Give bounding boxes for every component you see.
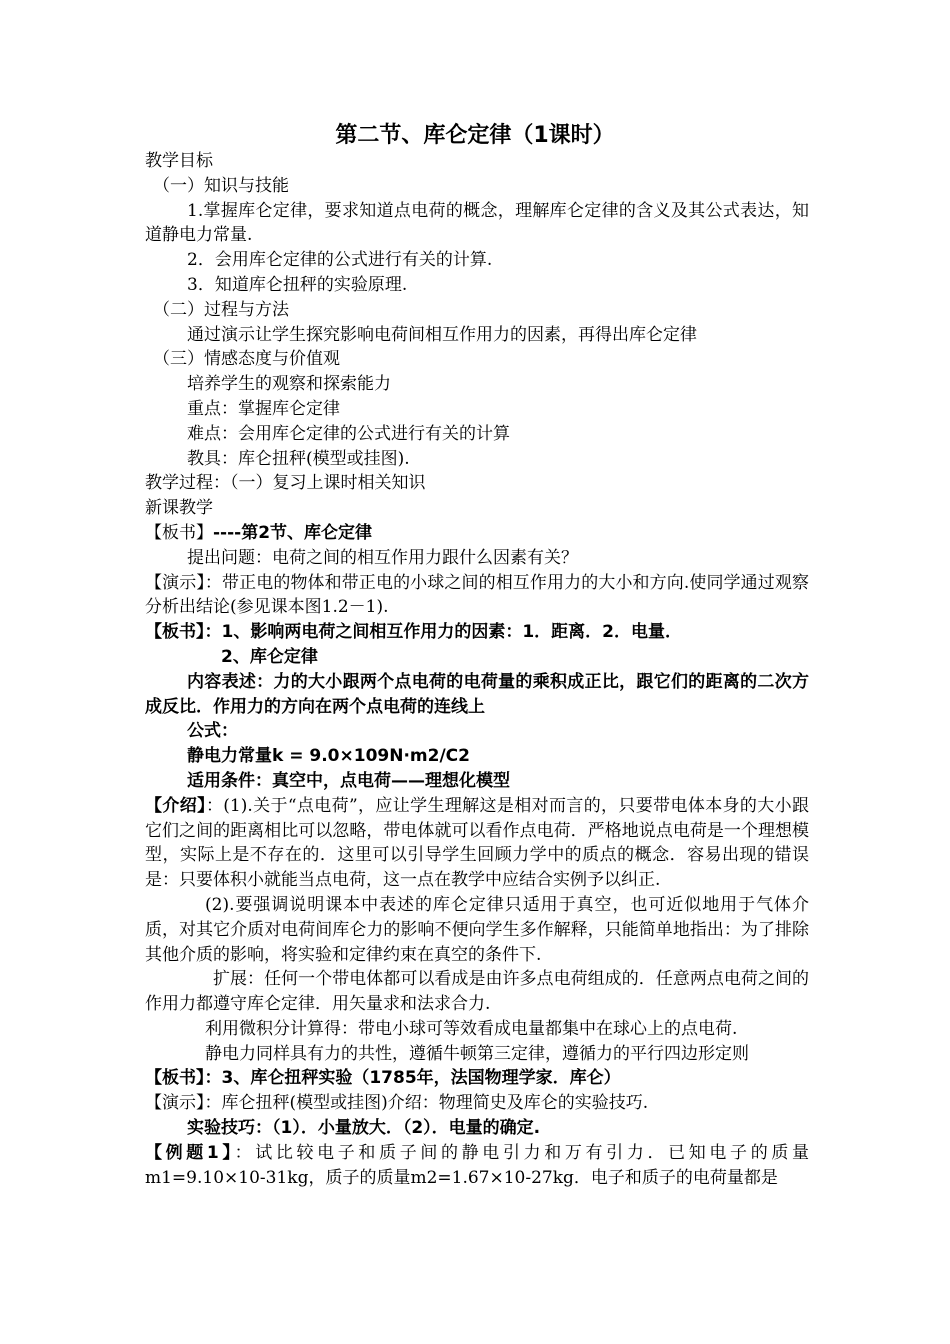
text-line: 新课教学 xyxy=(145,498,213,519)
section-heading: 2、库仑定律 xyxy=(221,646,318,667)
text-line: 教具：库仑扭秤(模型或挂图). xyxy=(187,448,410,469)
text-line: 教学过程：（一）复习上课时相关知识 xyxy=(145,473,426,494)
text-paragraph: 【介绍】：(1).关于“点电荷”，应让学生理解这是相对而言的，只要带电体本身的大小跟它们之间的距离相比可以忽略，带电体就可以看作点电荷．严格地说点电荷是一个理想模型，实际上是不存在的．这里可以引导学生回顾力学中的质点的概念．容易出现的错误是：只要体积小就能当点电荷，这一点在教学中应结合实例予以纠正. xyxy=(145,795,809,891)
text-line xyxy=(145,521,809,546)
text-line: 3．知道库仑扭秤的实验原理. xyxy=(187,274,408,295)
text-line: 适用条件：真空中，点电荷——理想化模型 xyxy=(187,770,510,791)
page-title: 第二节、库仑定律（1课时） xyxy=(335,123,615,148)
text-line: 实验技巧：（1）．小量放大．（2）．电量的确定. xyxy=(187,1118,541,1139)
section-label: 【演示】 xyxy=(145,572,205,593)
section-heading: ----第2节、库仑定律 xyxy=(213,522,373,543)
text-line: 培养学生的观察和探索能力 xyxy=(187,374,391,395)
text-line: 公式： xyxy=(187,721,238,742)
text-paragraph: 内容表述：力的大小跟两个点电荷的电荷量的乘积成正比，跟它们的距离的二次方成反比．作用力的方向在两个点电荷的连线上 xyxy=(145,671,809,717)
section-label: 【板书】 xyxy=(145,622,205,643)
text-line: 静电力常量k = 9.0×109N·m2/C2 xyxy=(187,746,470,767)
text-line: （一）知识与技能 xyxy=(153,175,289,196)
section-label: 【介绍】 xyxy=(145,795,206,816)
text-line: （二）过程与方法 xyxy=(153,299,289,320)
text-paragraph: 1.掌握库仑定律，要求知道点电荷的概念，理解库仑定律的含义及其公式表达，知道静电力常量. xyxy=(145,200,809,246)
text-line: 重点：掌握库仑定律 xyxy=(187,398,340,419)
text-line: 教学目标 xyxy=(145,151,213,171)
section-label: 【例题1】 xyxy=(145,1142,235,1163)
text-line: 静电力同样具有力的共性，遵循牛顿第三定律，遵循力的平行四边形定则 xyxy=(205,1043,749,1064)
text-line: 难点：会用库仑定律的公式进行有关的计算 xyxy=(187,423,510,444)
section-label: 【演示】 xyxy=(145,1093,205,1114)
text-paragraph: (2).要强调说明课本中表述的库仑定律只适用于真空，也可近似地用于气体介质，对其它介质对电荷间库仑力的影响不便向学生多作解释，只能简单地指出：为了排除其他介质的影响，将实验和定律约束在真空的条件下. xyxy=(145,894,809,965)
text-line: 【板书】：1、影响两电荷之间相互作用力的因素：1．距离．2．电量． xyxy=(145,622,682,643)
text-line: 提出问题：电荷之间的相互作用力跟什么因素有关？ xyxy=(187,547,578,568)
text-line: 通过演示让学生探究影响电荷间相互作用力的因素，再得出库仑定律 xyxy=(187,324,697,345)
text-paragraph: 【例题1】：试比较电子和质子间的静电引力和万有引力．已知电子的质量m1=9.10×10-31kg，质子的质量m2=1.67×10-27kg．电子和质子的电荷量都是 xyxy=(145,1142,809,1188)
text-line: 【演示】：库仑扭秤(模型或挂图)介绍：物理简史及库仑的实验技巧. xyxy=(145,1093,649,1114)
document-body xyxy=(145,149,809,1190)
text-line: 利用微积分计算得：带电小球可等效看成电量都集中在球心上的点电荷. xyxy=(205,1018,738,1039)
text-line: 【板书】：3、库仑扭秤实验（1785年，法国物理学家．库仑） xyxy=(145,1068,621,1089)
text-line: （三）情感态度与价值观 xyxy=(153,349,340,370)
text-paragraph: 扩展：任何一个带电体都可以看成是由许多点电荷组成的．任意两点电荷之间的作用力都遵守库仑定律．用矢量求和法求合力. xyxy=(145,969,809,1015)
text-paragraph: 【演示】：带正电的物体和带正电的小球之间的相互作用力的大小和方向.使同学通过观察分析出结论(参见课本图1.2－1). xyxy=(145,572,809,618)
text-line: 2．会用库仑定律的公式进行有关的计算. xyxy=(187,250,493,271)
section-label: 【板书】 xyxy=(145,522,213,543)
section-label: 【板书】 xyxy=(145,1068,205,1089)
